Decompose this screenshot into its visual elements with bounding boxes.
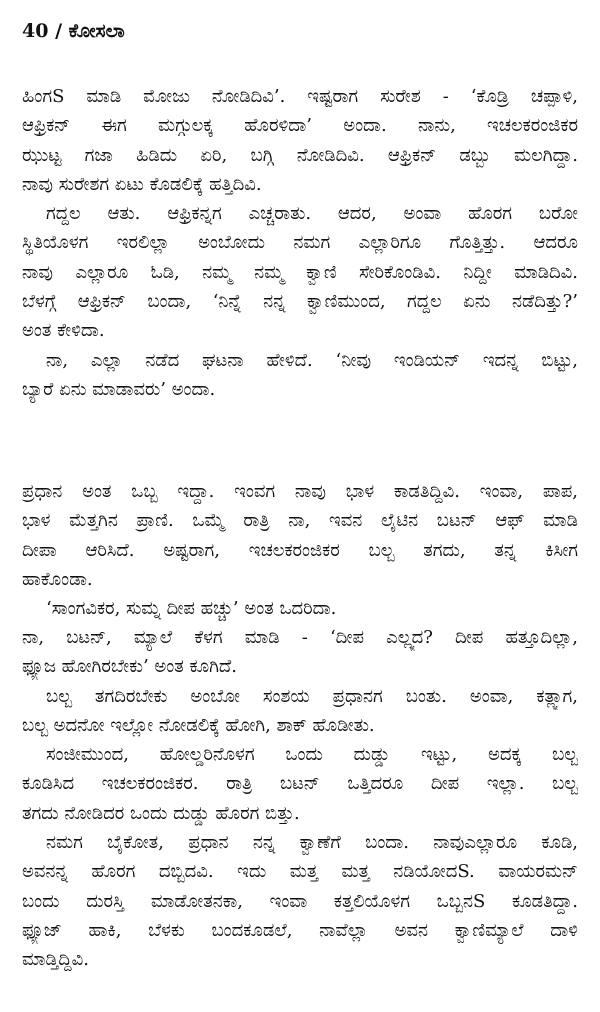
text-line: ನಾವು ಎಲ್ಲಾರೂ ಓಡಿ, ನಮ್ಮ ನಮ್ಮ ಕ್ವಾಣಿ ಸೇರಿಕೊಂಡಿವಿ. ನಿದ್ದೀ ಮಾಡಿದಿವಿ. [22, 261, 578, 283]
header-separator: / [55, 20, 63, 42]
text-line: ಬಲ್ಬ ತಗದಿರಬೇಕು ಅಂಬೋ ಸಂಶಯ ಪ್ರಧಾನಗ ಬಂತು. ಅಂವಾ, ಕತ್ಲ್ಯಾಗ, [46, 686, 578, 707]
text-line: ಗದ್ದಲ ಆತು. ಆಫ್ರಿಕನ್ನಗ ಎಚ್ಚರಾತು. ಆದರ, ಅಂವಾ ಹೊರಗ ಬರೋ [46, 203, 578, 224]
text-line: ನಮಗ ಬೈಕೋತ, ಪ್ರಧಾನ ನನ್ನ ಕ್ವಾಣೆಗೆ ಬಂದಾ. ನಾವುಎಲ್ಲಾರೂ ಕೂಡಿ, [46, 832, 578, 853]
text-line: ಫ್ಯೂಜ ಹೋಗಿರಬೇಕು’ ಅಂತ ಕೂಗಿದೆ. [22, 656, 237, 678]
text-line: ಬೆಳಗ್ಗೆ ಆಫ್ರಿಕನ್ ಬಂದಾ, ‘ನಿನ್ನೆ ನನ್ನ ಕ್ವಾಣಿಮುಂದ, ಗದ್ದಲ ಏನು ನಡೆದಿತ್ತು?’ [22, 290, 578, 312]
text-line: ಬಲ್ಬ ಅದನೋ ಇಲ್ಲೋ ನೋಡಲಿಕ್ಕೆ ಹೋಗಿ, ಶಾಕ್ ಹೊಡೀತು. [22, 715, 375, 737]
text-line: ಬ್ಯಾರೆ ಏನು ಮಾಡಾವರು’ ಅಂದಾ. [22, 379, 216, 401]
book-title: ಕೋಸಲಾ [68, 20, 125, 42]
text-line: ಹಾಕೊಂಡಾ. [22, 568, 93, 590]
text-line: ಹಿಂಗS ಮಾಡಿ ಮೋಜು ನೋಡಿದಿವಿ’. ಇಷ್ಟರಾಗ ಸುರೇಶ - ‘ಕೊಡ್ರಿ ಚಪ್ಪಾಳಿ, [22, 86, 578, 107]
text-line: ಆಫ್ರಿಕನ್ ಈಗ ಮಗ್ಗುಲಕ್ಕ ಹೊರಳಿದಾ’ ಅಂದಾ. ನಾನು, ಇಚಲಕರಂಜಿಕರ [22, 115, 578, 137]
text-line: ‘ಸಾಂಗವಿಕರ, ಸುಮ್ನ ದೀಪ ಹಚ್ಚು’ ಅಂತ ಒದರಿದಾ. [46, 598, 337, 619]
running-header [22, 20, 125, 42]
text-line: ಅವನನ್ನ ಹೊರಗ ದಬ್ಬಿದವಿ. ಇದು ಮತ್ತ ಮತ್ತ ನಡಿಯೋದS. ವಾಯರಮನ್ [22, 861, 578, 883]
text-line: ತಗದು ನೋಡಿದರ ಒಂದು ದುಡ್ಡು ಹೊರಗ ಬಿತ್ತು. [22, 802, 300, 824]
page-number: 40 [22, 20, 49, 42]
text-line: ನಾ, ಬಟನ್, ಮ್ಯಾಲೆ ಕೆಳಗ ಮಾಡಿ - ‘ದೀಪ ಎಲ್ಲ್ಯದ? ದೀಪ ಹತ್ತೂದಿಲ್ಲಾ, [22, 627, 578, 648]
text-line: ಸಂಜೀಮುಂದ, ಹೋಲ್ಡರಿನೊಳಗ ಒಂದು ದುಡ್ಡು ಇಟ್ಟು, ಅದಕ್ಕ ಬಲ್ಬ [46, 744, 578, 765]
text-line: ಫ್ಯೂಜ್ ಹಾಕಿ, ಬೆಳಕು ಬಂದಕೂಡಲೆ, ನಾವೆಲ್ಲಾ ಅವನ ಕ್ವಾಣಿಮ್ಯಾಲೆ ದಾಳಿ [22, 919, 578, 941]
text-line: ಅಂತ ಕೇಳಿದಾ. [22, 320, 105, 342]
text-line: ನಾವು ಸುರೇಶಗ ಏಟು ಕೊಡಲಿಕ್ಕೆ ಹತ್ತಿದಿವಿ. [22, 173, 262, 195]
text-line: ಝುಟ್ಟ ಗಜಾ ಹಿಡಿದು ಏರಿ, ಬಗ್ಗಿ ನೋಡಿದಿವಿ. ಆಫ್ರಿಕನ್ ಡಬ್ಬು ಮಲಗಿದ್ದಾ. [22, 144, 578, 166]
text-line: ಪ್ರಧಾನ ಅಂತ ಒಬ್ಬ ಇದ್ದಾ. ಇಂವಗ ನಾವು ಭಾಳ ಕಾಡತಿದ್ದಿವಿ. ಇಂವಾ, ಪಾಪ, [22, 481, 578, 502]
text-line: ಭಾಳ ಮೆತ್ತಗಿನ ಪ್ರಾಣಿ. ಒಮ್ಮೆ ರಾತ್ರಿ ನಾ, ಇವನ ಲೈಟಿನ ಬಟನ್ ಆಫ್ ಮಾಡಿ [22, 510, 578, 532]
text-line: ಮಾಡ್ತಿದ್ದಿವಿ. [22, 949, 89, 971]
text-line: ಬಂದು ದುರಸ್ತಿ ಮಾಡೋತನಕಾ, ಇಂವಾ ಕತ್ತಲಿಯೊಳಗ ಒಬ್ಬನS ಕೂಡತಿದ್ದಾ. [22, 890, 578, 912]
text-line: ದೀಪಾ ಆರಿಸಿದೆ. ಅಷ್ಟರಾಗ, ಇಚಲಕರಂಜಿಕರ ಬಲ್ಬ ತಗದು, ತನ್ನ ಕಿಸೀಗ [22, 539, 578, 561]
text-line: ಕೂಡಿಸಿದ ಇಚಲಕರಂಜಿಕರ. ರಾತ್ರಿ ಬಟನ್ ಒತ್ತಿದರೂ ದೀಪ ಇಲ್ಲಾ. ಬಲ್ಬ [22, 773, 578, 795]
text-line: ಸ್ಥಿತಿಯೊಳಗ ಇರಲಿಲ್ಲಾ ಅಂಬೋದು ನಮಗ ಎಲ್ಲಾರಿಗೂ ಗೊತ್ತಿತ್ತು. ಆದರೂ [22, 232, 578, 254]
text-line: ನಾ, ಎಲ್ಲಾ ನಡೆದ ಘಟನಾ ಹೇಳಿದೆ. ‘ನೀವು ಇಂಡಿಯನ್ ಇದನ್ನ ಬಿಟ್ಟು, [46, 350, 578, 371]
